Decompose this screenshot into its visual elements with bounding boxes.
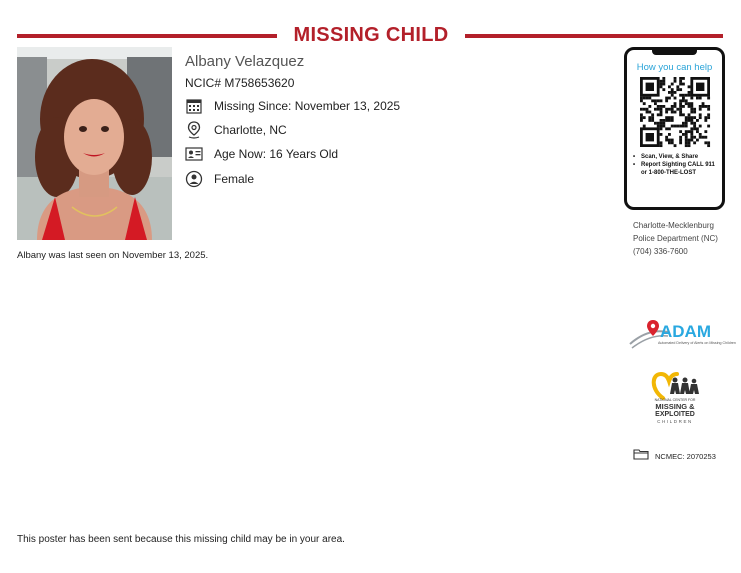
header-rule-left bbox=[17, 34, 277, 38]
agency-phone[interactable]: (704) 336-7600 bbox=[633, 247, 688, 256]
child-name: Albany Velazquez bbox=[185, 53, 305, 70]
agency-name: Charlotte-Mecklenburg Police Department (NC) bbox=[633, 221, 718, 243]
svg-text:CHILDREN: CHILDREN bbox=[657, 419, 693, 424]
help-item-report: • Report Sighting CALL 911 or 1-800-THE-LOST bbox=[631, 161, 719, 177]
svg-text:EXPLOITED: EXPLOITED bbox=[655, 411, 695, 418]
adam-logo bbox=[628, 318, 736, 354]
qr-code[interactable] bbox=[640, 77, 710, 147]
missing-since-row bbox=[185, 96, 400, 116]
calendar-icon bbox=[185, 97, 203, 115]
header-rule-right bbox=[465, 34, 723, 38]
missing-since: Missing Since: November 13, 2025 bbox=[214, 99, 401, 113]
location: Charlotte, NC bbox=[214, 123, 287, 137]
location-pin-icon bbox=[185, 121, 203, 139]
folder-icon bbox=[633, 447, 649, 465]
id-card-icon bbox=[185, 145, 203, 163]
last-seen-text: Albany was last seen on November 13, 2025. bbox=[17, 250, 209, 261]
svg-text:Automated Delivery of Alerts o: Automated Delivery of Alerts on Missing Children bbox=[658, 341, 736, 345]
person-icon bbox=[185, 170, 203, 188]
poster-title: MISSING CHILD bbox=[293, 24, 449, 46]
ncmec-id-row bbox=[633, 447, 716, 465]
ncmec-logo bbox=[647, 368, 703, 428]
svg-text:NATIONAL CENTER FOR: NATIONAL CENTER FOR bbox=[654, 398, 696, 402]
poster-footer: This poster has been sent because this missing child may be in your area. bbox=[17, 534, 345, 545]
sex: Female bbox=[214, 172, 255, 186]
age-row bbox=[185, 144, 338, 164]
svg-text:ADAM: ADAM bbox=[660, 322, 711, 341]
how-you-can-help-phone bbox=[624, 47, 725, 210]
agency-contact bbox=[633, 219, 733, 258]
location-row bbox=[185, 120, 287, 140]
help-list bbox=[631, 153, 719, 177]
ncic-number: NCIC# M758653620 bbox=[185, 76, 295, 90]
ncmec-case-number: NCMEC: 2070253 bbox=[655, 451, 716, 461]
sex-row bbox=[185, 169, 254, 189]
help-item-scan: • Scan, View, & Share bbox=[631, 153, 719, 161]
age-now: Age Now: 16 Years Old bbox=[214, 147, 339, 161]
svg-text:MISSING &: MISSING & bbox=[655, 402, 695, 411]
help-title: How you can help bbox=[636, 62, 713, 73]
phone-notch bbox=[652, 49, 697, 55]
child-photo bbox=[17, 47, 172, 240]
